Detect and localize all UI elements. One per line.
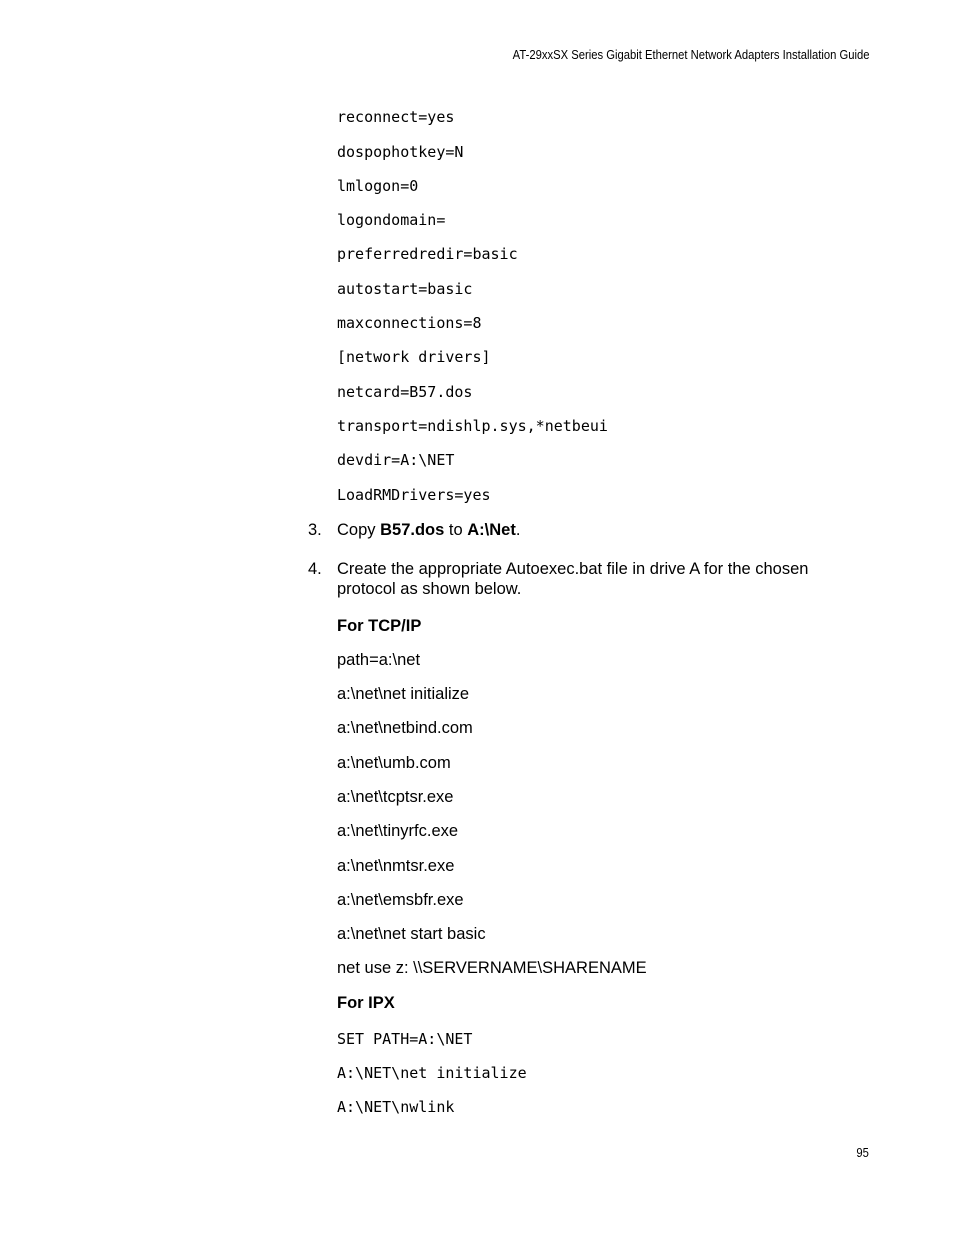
tcpip-line: a:\net\tinyrfc.exe <box>337 822 459 840</box>
tcpip-heading: For TCP/IP <box>337 617 422 635</box>
step-3-prefix: Copy <box>337 521 381 539</box>
config-line: lmlogon=0 <box>337 177 419 195</box>
running-header: AT-29xxSX Series Gigabit Ethernet Network Adapters Installation Guide <box>512 48 869 62</box>
tcpip-line: path=a:\net <box>337 651 421 669</box>
step-3-suffix: . <box>515 521 521 539</box>
config-line: logondomain= <box>337 211 446 229</box>
config-line: reconnect=yes <box>337 108 455 126</box>
ipx-line: A:\NET\net initialize <box>337 1064 527 1082</box>
tcpip-line: a:\net\net start basic <box>337 925 486 943</box>
tcpip-line: a:\net\net initialize <box>337 685 470 703</box>
step-3-number: 3. <box>308 521 322 539</box>
step-4-text: Create the appropriate Autoexec.bat file in drive A for the chosen protocol as shown below. <box>337 560 809 598</box>
step-3-dest: A:\Net <box>467 521 516 539</box>
step-3-mid: to <box>444 521 468 539</box>
tcpip-line: net use z: \\SERVERNAME\SHARENAME <box>337 959 647 977</box>
ipx-line: A:\NET\nwlink <box>337 1098 455 1116</box>
config-line: dospophotkey=N <box>337 143 464 161</box>
step-4-number: 4. <box>308 560 322 578</box>
page-number: 95 <box>856 1146 869 1160</box>
step-3-file: B57.dos <box>380 521 445 539</box>
config-line: devdir=A:\NET <box>337 451 455 469</box>
config-line: maxconnections=8 <box>337 314 482 332</box>
ipx-heading: For IPX <box>337 994 395 1012</box>
config-line: transport=ndishlp.sys,*netbeui <box>337 417 608 435</box>
ipx-line: SET PATH=A:\NET <box>337 1030 473 1048</box>
tcpip-line: a:\net\tcptsr.exe <box>337 788 454 806</box>
config-line: preferredredir=basic <box>337 245 518 263</box>
tcpip-line: a:\net\emsbfr.exe <box>337 891 464 909</box>
config-line: [network drivers] <box>337 348 491 366</box>
config-line: LoadRMDrivers=yes <box>337 486 491 504</box>
config-line: autostart=basic <box>337 280 473 298</box>
config-line: netcard=B57.dos <box>337 383 473 401</box>
tcpip-line: a:\net\netbind.com <box>337 719 473 737</box>
tcpip-line: a:\net\nmtsr.exe <box>337 857 455 875</box>
step-3-text <box>337 521 520 540</box>
tcpip-line: a:\net\umb.com <box>337 754 451 772</box>
